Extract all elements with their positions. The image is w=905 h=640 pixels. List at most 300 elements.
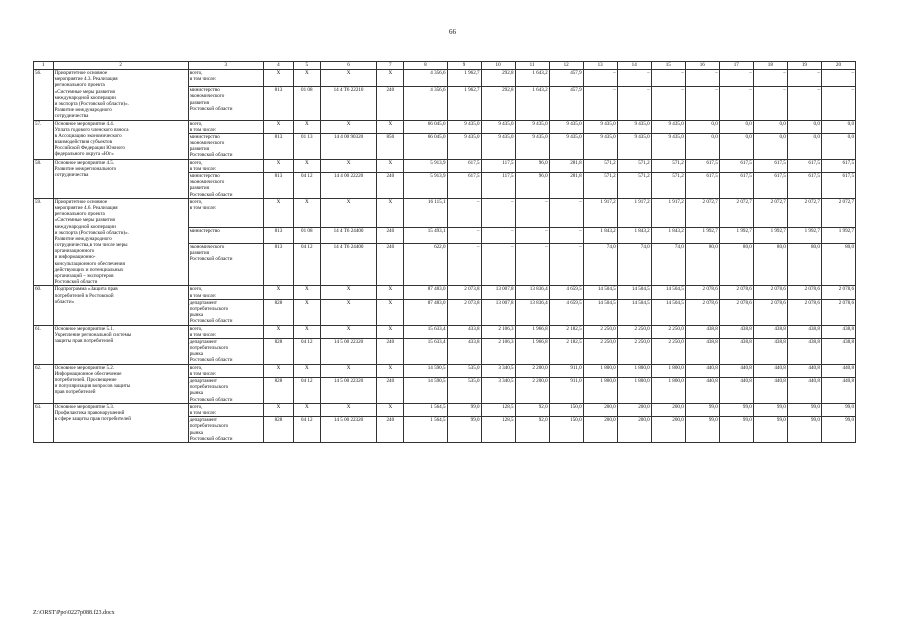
budget-code-c5: Х	[293, 364, 320, 377]
header-cell: 15	[651, 62, 685, 70]
expense-value: 13 007,8	[481, 286, 515, 299]
table-row	[34, 286, 856, 299]
expense-value: 200,0	[583, 403, 617, 416]
expense-value: 617,5	[719, 159, 753, 172]
text-line: министерство	[189, 87, 220, 94]
expense-value: –	[651, 70, 685, 87]
expense-value: 440,8	[753, 378, 787, 404]
expense-value: 0,0	[821, 133, 855, 159]
text-line: международной кооперации	[54, 223, 116, 230]
expense-value: 438,8	[821, 338, 855, 364]
text-line: действующих и потенциальных	[54, 266, 124, 273]
expense-value: –	[617, 87, 651, 120]
text-line: в том числе:	[189, 165, 217, 172]
text-line: Российской Федерации Южного	[54, 145, 125, 152]
expense-value: 99,0	[753, 417, 787, 443]
expense-value: 80,0	[821, 243, 855, 286]
expense-value: 617,5	[821, 159, 855, 172]
text-line: Ростовской области	[189, 152, 233, 159]
expense-value: 2 078,6	[719, 286, 753, 299]
expense-value: 128,5	[481, 403, 515, 416]
budget-code-c4: Х	[263, 70, 293, 87]
expense-value: 1 992,7	[787, 227, 821, 243]
expense-value: 87 483,0	[404, 299, 447, 325]
expense-value: 66 045,0	[404, 120, 447, 133]
budget-code-c7: 240	[377, 243, 404, 286]
expense-value: –	[821, 70, 855, 87]
expense-value: 457,9	[549, 70, 583, 87]
text-line: в том числе:	[189, 409, 217, 416]
row-number: 63.	[34, 403, 54, 442]
expense-value: 617,5	[685, 159, 719, 172]
expense-value: –	[447, 243, 481, 286]
text-line: потребителей в Ростовской	[54, 292, 114, 299]
text-line: мероприятие 4.3. Реализация	[54, 76, 118, 83]
text-line: организационного	[54, 248, 95, 255]
expense-value: 617,5	[447, 173, 481, 199]
expense-value: 200,0	[617, 403, 651, 416]
expense-value: 117,5	[481, 159, 515, 172]
header-cell: 1	[34, 62, 54, 70]
table-row	[34, 325, 856, 338]
expense-value: 99,0	[787, 417, 821, 443]
text-line: рынка	[189, 429, 204, 436]
budget-code-c4: Х	[263, 403, 293, 416]
expense-value: 1 800,0	[583, 378, 617, 404]
text-line: экономического	[189, 243, 225, 250]
text-line: развития	[189, 146, 209, 153]
header-cell: 14	[617, 62, 651, 70]
header-cell: 10	[481, 62, 515, 70]
budget-code-c4: 828	[263, 299, 293, 325]
expense-value: –	[549, 227, 583, 243]
budget-code-c6: Х	[320, 364, 377, 377]
expense-value: 438,8	[753, 325, 787, 338]
budget-code-c4: Х	[263, 159, 293, 172]
responsible-executor	[188, 173, 263, 199]
text-line: министерство	[189, 227, 220, 234]
expense-value: 440,8	[753, 364, 787, 377]
budget-code-c7: Х	[377, 403, 404, 416]
file-path-footer: Z:\ORST\Ppo\0227p088.f23.docx	[33, 610, 115, 616]
budget-code-c6: 14 4 Т6 24400	[320, 227, 377, 243]
expense-value: 440,8	[719, 378, 753, 404]
expense-value: –	[447, 198, 481, 227]
text-line: департамент	[189, 417, 217, 424]
expense-value: 1 643,2	[515, 87, 549, 120]
budget-code-c6: Х	[320, 286, 377, 299]
budget-code-c5: Х	[293, 403, 320, 416]
expense-value: 16 115,1	[404, 198, 447, 227]
expense-value: 9 435,0	[447, 120, 481, 133]
text-line: Ростовской области	[189, 435, 233, 442]
expense-value: 1 966,8	[515, 325, 549, 338]
expense-value: 4 659,5	[549, 286, 583, 299]
expense-value: 96,0	[515, 159, 549, 172]
text-line: Приоритетное основное	[54, 70, 108, 76]
expense-value: 1 564,5	[404, 417, 447, 443]
expense-value: 292,8	[481, 87, 515, 120]
expense-value: –	[753, 87, 787, 120]
budget-code-c7: 240	[377, 87, 404, 120]
budget-code-c6: 14 5 00 22320	[320, 417, 377, 443]
expense-value: –	[651, 87, 685, 120]
expense-value: –	[685, 70, 719, 87]
expense-value: 0,0	[753, 120, 787, 133]
expense-value: 622,0	[404, 243, 447, 286]
text-line: министерство	[189, 173, 220, 179]
expense-value: 92,0	[515, 403, 549, 416]
budget-code-c4: Х	[263, 364, 293, 377]
expense-value: 0,0	[719, 120, 753, 133]
text-line: Приоритетное основное	[54, 198, 108, 205]
expense-value: 14 504,5	[651, 299, 685, 325]
expense-value: 2 078,6	[753, 286, 787, 299]
expense-value: 200,0	[651, 403, 685, 416]
expense-value: 128,5	[481, 417, 515, 443]
expense-value: 1 800,0	[651, 364, 685, 377]
expense-value: 5 913,9	[404, 173, 447, 199]
expense-value: 438,8	[787, 338, 821, 364]
budget-code-c5: Х	[293, 70, 320, 87]
budget-code-c5: 04 12	[293, 417, 320, 443]
table-row	[34, 159, 856, 172]
text-line: всего,	[189, 120, 203, 127]
expense-value: –	[481, 243, 515, 286]
text-line: прав потребителей	[54, 389, 96, 396]
expense-value: 433,8	[447, 325, 481, 338]
expense-value: 571,2	[651, 173, 685, 199]
budget-code-c5: 04 12	[293, 338, 320, 364]
expense-value: 99,0	[821, 417, 855, 443]
text-line: в том числе:	[189, 204, 217, 211]
budget-code-c6: 14 5 00 22320	[320, 378, 377, 404]
expense-value: 571,2	[583, 159, 617, 172]
responsible-executor	[188, 159, 263, 172]
expense-value: 4 659,5	[549, 299, 583, 325]
expense-value: 438,8	[719, 325, 753, 338]
text-line: Ростовской области	[189, 396, 233, 403]
text-line: Профилактика правонарушений	[54, 409, 125, 416]
text-line: федерального округа «Юг»	[54, 151, 114, 158]
text-line: в том числе:	[189, 126, 217, 133]
text-line: области»	[54, 298, 75, 305]
text-line: Укрепление региональной системы	[54, 331, 132, 338]
budget-code-c4: 813	[263, 227, 293, 243]
expense-value: 438,8	[685, 338, 719, 364]
expense-value: 571,2	[583, 173, 617, 199]
budget-code-c4: 813	[263, 133, 293, 159]
expense-value: 617,5	[719, 173, 753, 199]
budget-code-c5: 01 08	[293, 87, 320, 120]
budget-code-c4: Х	[263, 198, 293, 227]
expense-value: 2 106,3	[481, 338, 515, 364]
expense-value: –	[753, 70, 787, 87]
expense-value: 15 633,4	[404, 338, 447, 364]
expense-value: 1 966,8	[515, 338, 549, 364]
expense-value: 617,5	[821, 173, 855, 199]
expense-value: 440,8	[719, 364, 753, 377]
budget-code-c4: 828	[263, 338, 293, 364]
expense-value: 617,5	[787, 159, 821, 172]
text-line: Ростовской области	[189, 191, 233, 198]
expense-value: 2 078,6	[821, 299, 855, 325]
budget-code-c6: Х	[320, 325, 377, 338]
expense-value: 1 800,0	[583, 364, 617, 377]
measure-description	[53, 403, 188, 442]
text-line: Основное мероприятие 4.4.	[54, 120, 115, 127]
budget-code-c4: Х	[263, 120, 293, 133]
expense-value: 438,8	[753, 338, 787, 364]
budget-table	[33, 61, 856, 443]
responsible-executor	[188, 403, 263, 416]
budget-code-c7: 240	[377, 417, 404, 443]
text-line: рынка	[189, 390, 204, 397]
text-line: в сфере защиты прав потребителей	[54, 416, 131, 423]
responsible-executor	[188, 243, 263, 286]
expense-value: 1 992,7	[685, 227, 719, 243]
expense-value: –	[515, 243, 549, 286]
budget-code-c6: 14 4 00 22220	[320, 173, 377, 199]
expense-value: 2 250,0	[617, 338, 651, 364]
text-line: в том числе:	[189, 331, 217, 338]
expense-value: 9 435,0	[481, 120, 515, 133]
budget-code-c5: 04 12	[293, 378, 320, 404]
expense-value: 1 800,0	[651, 378, 685, 404]
text-line: организаций – экспортеров	[54, 273, 114, 279]
measure-description	[53, 120, 188, 159]
budget-code-c7: Х	[377, 325, 404, 338]
expense-value: 3 340,5	[481, 378, 515, 404]
expense-value: 2 250,0	[617, 325, 651, 338]
measure-description	[53, 159, 188, 198]
text-line: Развитие международного	[54, 235, 112, 242]
expense-value: 150,0	[549, 417, 583, 443]
text-line: Основное мероприятие 5.3.	[54, 403, 115, 410]
text-line: «Системные меры развития	[54, 88, 115, 95]
text-line: департамент	[189, 378, 217, 384]
expense-value: 617,5	[685, 173, 719, 199]
measure-description	[53, 198, 188, 286]
expense-value: 0,0	[787, 120, 821, 133]
expense-value: 2 250,0	[583, 325, 617, 338]
text-line: всего,	[189, 198, 203, 205]
text-line: развития	[189, 99, 209, 106]
expense-value: 117,5	[481, 173, 515, 199]
expense-value: 74,0	[651, 243, 685, 286]
expense-value: 617,5	[753, 173, 787, 199]
text-line: Ростовской области	[189, 318, 233, 325]
expense-value: –	[515, 227, 549, 243]
budget-code-c6: Х	[320, 70, 377, 87]
expense-value: 66 045,0	[404, 133, 447, 159]
expense-value: 4 356,6	[404, 87, 447, 120]
expense-value: 5 913,9	[404, 159, 447, 172]
header-cell: 3	[188, 62, 263, 70]
text-line: потребительского	[189, 345, 229, 352]
budget-code-c4: 828	[263, 417, 293, 443]
budget-code-c5: 04 12	[293, 173, 320, 199]
expense-value: 99,0	[787, 403, 821, 416]
expense-value: 80,0	[787, 243, 821, 286]
expense-value: 2 250,0	[651, 338, 685, 364]
budget-code-c7: Х	[377, 70, 404, 87]
expense-value: 99,0	[685, 417, 719, 443]
expense-value: 1 917,2	[583, 198, 617, 227]
expense-value: 1 564,5	[404, 403, 447, 416]
expense-value: 2 106,3	[481, 325, 515, 338]
expense-value: 617,5	[787, 173, 821, 199]
expense-value: 911,0	[549, 364, 583, 377]
responsible-executor	[188, 133, 263, 159]
expense-value: 440,8	[821, 364, 855, 377]
header-cell: 5	[293, 62, 320, 70]
row-number: 61.	[34, 325, 54, 364]
expense-value: 200,0	[617, 417, 651, 443]
expense-value: 292,8	[481, 70, 515, 87]
expense-value: –	[787, 70, 821, 87]
expense-value: 9 435,0	[481, 133, 515, 159]
budget-code-c5: 01 13	[293, 133, 320, 159]
responsible-executor	[188, 299, 263, 325]
header-cell: 19	[787, 62, 821, 70]
expense-value: 2 073,8	[447, 299, 481, 325]
budget-code-c7: Х	[377, 286, 404, 299]
expense-value: 281,8	[549, 159, 583, 172]
row-number: 58.	[34, 159, 54, 198]
text-line: департамент	[189, 338, 217, 345]
text-line: Развитие межрегионального	[54, 165, 117, 172]
text-line: Основное мероприятие 4.5.	[54, 159, 115, 166]
expense-value: 9 435,0	[549, 120, 583, 133]
expense-value: 438,8	[685, 325, 719, 338]
text-line: всего,	[189, 286, 203, 293]
expense-value: 99,0	[447, 403, 481, 416]
budget-code-c6: 14 4 Т6 24400	[320, 243, 377, 286]
budget-code-c5: 01 08	[293, 227, 320, 243]
expense-value: 96,0	[515, 173, 549, 199]
expense-value: 0,0	[753, 133, 787, 159]
expense-value: –	[481, 227, 515, 243]
budget-code-c7: 240	[377, 227, 404, 243]
text-line: в том числе:	[189, 370, 217, 377]
expense-value: 13 007,8	[481, 299, 515, 325]
expense-value: –	[821, 87, 855, 120]
expense-value: 571,2	[651, 159, 685, 172]
expense-value: 440,8	[685, 378, 719, 404]
budget-code-c4: 813	[263, 243, 293, 286]
budget-code-c6: Х	[320, 120, 377, 133]
text-line: потребительского	[189, 423, 229, 430]
text-line: Развитие международного	[54, 107, 112, 114]
responsible-executor	[188, 417, 263, 443]
expense-value: 2 072,7	[685, 198, 719, 227]
expense-value: 438,8	[787, 325, 821, 338]
text-line: Ростовской области	[189, 357, 233, 364]
text-line: экономического	[189, 140, 225, 147]
expense-value: –	[719, 70, 753, 87]
text-line: всего,	[189, 159, 203, 166]
expense-value: 9 435,0	[617, 133, 651, 159]
expense-value: 74,0	[617, 243, 651, 286]
expense-value: 2 072,7	[753, 198, 787, 227]
measure-description	[53, 70, 188, 121]
expense-value: 9 435,0	[617, 120, 651, 133]
expense-value: 2 182,5	[549, 338, 583, 364]
budget-code-c4: 813	[263, 173, 293, 199]
expense-value: 2 182,5	[549, 325, 583, 338]
expense-value: 440,8	[787, 378, 821, 404]
header-cell: 8	[404, 62, 447, 70]
text-line: Основное мероприятие 5.2.	[54, 364, 115, 371]
responsible-executor	[188, 87, 263, 120]
text-line: Ростовской области	[189, 105, 233, 112]
measure-description	[53, 364, 188, 403]
text-line: Основное мероприятие 5.1.	[54, 325, 115, 332]
text-line: и информационно-	[54, 254, 96, 261]
expense-value: 14 590,5	[404, 364, 447, 377]
expense-value: 80,0	[685, 243, 719, 286]
text-line: взаимодействия субъектов	[54, 139, 112, 146]
text-line: сотрудничества,в том числе меры	[54, 242, 128, 249]
header-cell: 2	[53, 62, 188, 70]
expense-value: 13 836,4	[515, 299, 549, 325]
measure-description	[53, 286, 188, 325]
expense-value: –	[447, 227, 481, 243]
expense-value: 9 435,0	[583, 133, 617, 159]
budget-code-c7: 850	[377, 133, 404, 159]
table-row	[34, 198, 856, 227]
expense-value: 99,0	[447, 417, 481, 443]
expense-value: 2 200,0	[515, 378, 549, 404]
text-line: консультационного обеспечения	[54, 260, 125, 267]
text-line: развития	[189, 249, 209, 256]
expense-value: 9 435,0	[447, 133, 481, 159]
expense-value: 1 962,7	[447, 87, 481, 120]
header-cell: 17	[719, 62, 753, 70]
text-line: потребительского	[189, 305, 229, 312]
expense-value: 1 962,7	[447, 70, 481, 87]
text-line: рынка	[189, 312, 204, 319]
budget-code-c5: Х	[293, 120, 320, 133]
budget-code-c6: 14 4 00 90320	[320, 133, 377, 159]
header-row	[34, 62, 856, 70]
expense-value: 1 800,0	[617, 378, 651, 404]
expense-value: 200,0	[651, 417, 685, 443]
expense-value: 99,0	[685, 403, 719, 416]
expense-value: 0,0	[685, 133, 719, 159]
expense-value: 1 917,2	[617, 198, 651, 227]
budget-code-c6: 14 4 Т6 22210	[320, 87, 377, 120]
expense-value: 9 435,0	[651, 120, 685, 133]
expense-value: 200,0	[583, 417, 617, 443]
expense-value: 2 078,6	[685, 286, 719, 299]
expense-value: –	[685, 87, 719, 120]
text-line: сотрудничества	[54, 172, 89, 178]
expense-value: 2 078,6	[753, 299, 787, 325]
measure-description	[53, 325, 188, 364]
expense-value: 2 200,0	[515, 364, 549, 377]
page-number: 66	[449, 28, 456, 36]
budget-code-c7: 240	[377, 338, 404, 364]
responsible-executor	[188, 198, 263, 227]
text-line: экономического	[189, 179, 225, 186]
expense-value: 150,0	[549, 403, 583, 416]
expense-value: 433,8	[447, 338, 481, 364]
responsible-executor	[188, 378, 263, 404]
expense-value: 14 504,5	[583, 299, 617, 325]
expense-value: 15 493,1	[404, 227, 447, 243]
